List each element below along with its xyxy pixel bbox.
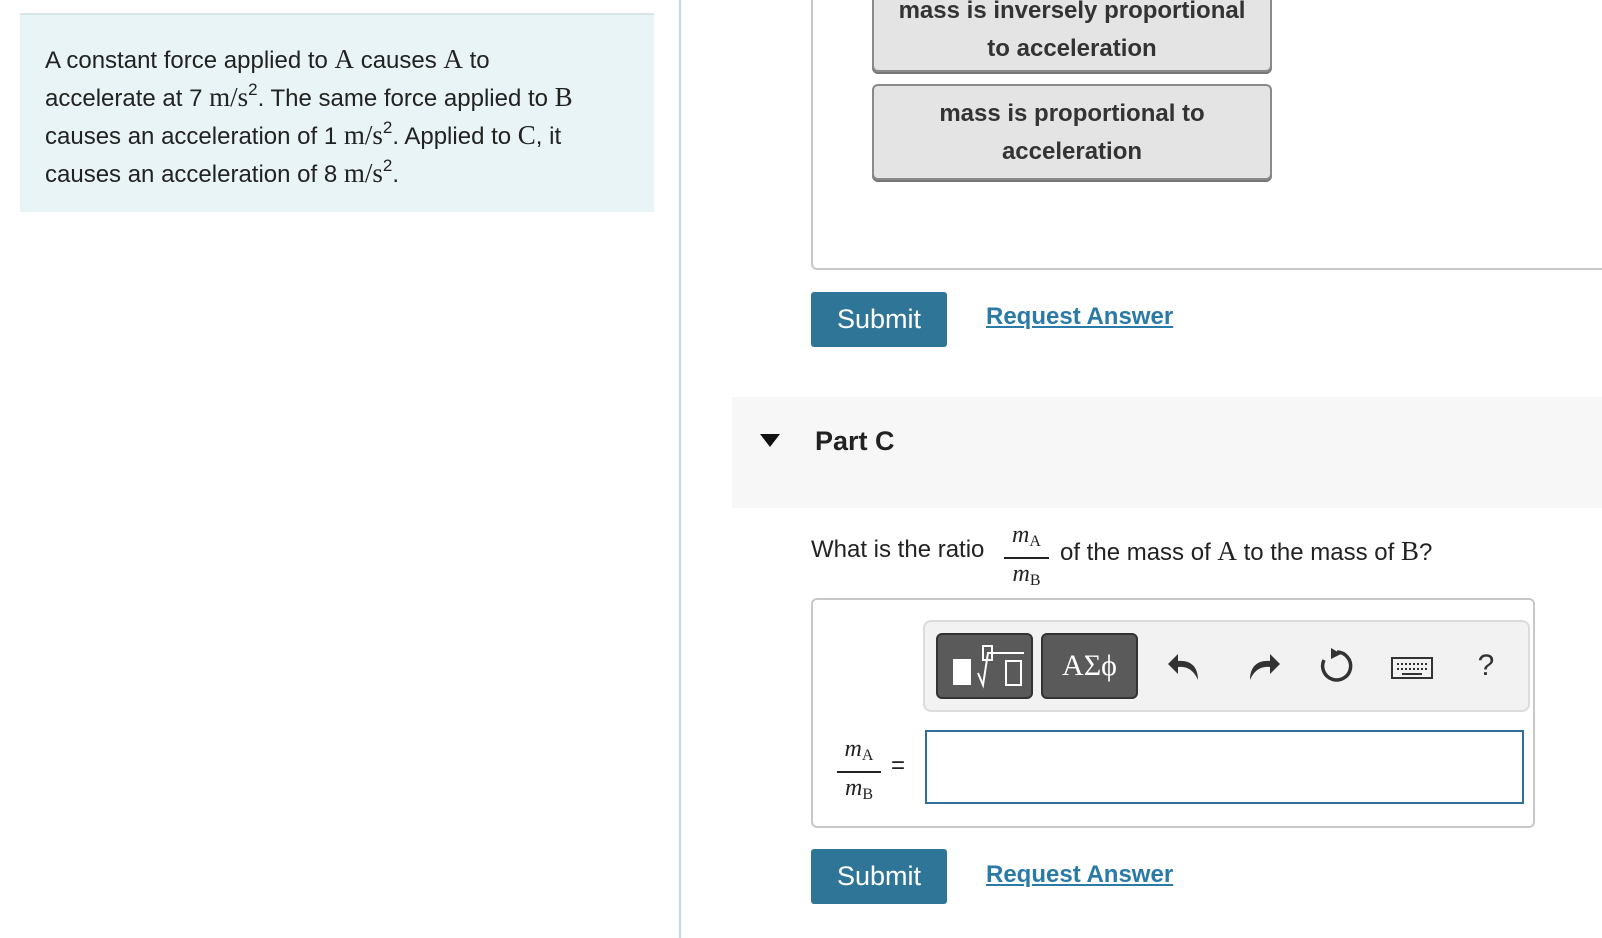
problem-text: . [392,161,400,188]
keyboard-icon[interactable] [1388,642,1436,690]
part-b-request-answer-link[interactable]: Request Answer [986,303,1174,330]
math-unit: m/s [343,120,383,150]
math-exponent: 2 [382,118,393,137]
math-unit: m/s [209,82,249,112]
question-mass-ratio [1004,522,1049,594]
problem-text: A constant force applied to [45,47,335,74]
fraction-bar [837,771,881,773]
fraction-numerator: $m_A$ [844,736,874,764]
part-b-submit-button[interactable]: Submit [811,292,947,347]
problem-line-3 [45,117,629,155]
reset-icon[interactable] [1315,642,1359,690]
problem-text: . Applied to [392,123,518,150]
collapse-caret-icon[interactable] [760,434,780,447]
problem-line-2 [45,79,629,117]
math-var: B [554,82,573,112]
part-c-request-answer-link[interactable]: Request Answer [986,861,1174,888]
choice-proportional[interactable] [872,84,1272,180]
undo-icon[interactable] [1164,642,1208,690]
part-c-title: Part C [815,426,895,456]
math-exponent: 2 [248,80,258,99]
choice-inversely-proportional[interactable] [872,0,1272,72]
equals-sign: = [891,752,906,779]
column-divider [679,0,681,938]
help-icon[interactable]: ? [1477,649,1495,682]
redo-icon[interactable] [1240,642,1284,690]
problem-text: causes [354,47,444,74]
choice-label-line: mass is inversely proportional [898,0,1246,24]
math-var: A [334,44,355,74]
fraction-numerator: $m_A$ [1012,522,1041,550]
fraction-denominator: $m_B$ [844,775,873,803]
math-exponent: 2 [382,156,393,175]
answer-input[interactable] [925,730,1524,804]
math-var: A [443,44,463,74]
math-unit: m/s [343,158,383,188]
answer-mass-ratio-label [837,736,881,808]
part-c-submit-button[interactable]: Submit [811,849,947,904]
problem-statement [20,13,654,212]
math-var: C [517,120,536,150]
question-text-after: of the mass of A to the mass of B? [1060,536,1433,566]
question-text-before: What is the ratio [811,536,985,563]
choice-label-line: to acceleration [987,35,1157,62]
problem-text: accelerate at 7 [45,85,210,112]
greek-symbols-icon[interactable]: ΑΣϕ [1041,633,1138,699]
fraction-denominator: $m_B$ [1012,561,1041,589]
problem-line-1 [45,41,629,79]
choice-label-line: acceleration [1001,138,1143,165]
problem-text: to [462,47,490,74]
fraction-bar [1004,557,1049,559]
problem-text: causes an acceleration of 8 [45,161,344,188]
problem-text: , it [535,123,562,150]
problem-line-4 [45,155,629,193]
choice-label-line: mass is proportional to [939,100,1205,127]
problem-text: causes an acceleration of 1 [45,123,344,150]
problem-text: . The same force applied to [257,85,555,112]
templates-icon[interactable] [936,633,1033,699]
